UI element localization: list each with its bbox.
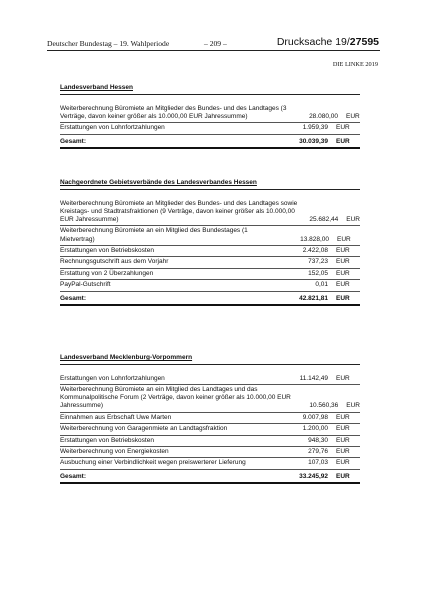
row-amount: 9.007,98 (302, 413, 328, 421)
row-amount: 25.682,44 (309, 216, 339, 223)
row-amount: 0,01 (315, 281, 328, 289)
row-label: Weiterberechnung Büromiete an ein Mitglied des Landtages und das Kommunalpolitische Forum (2 Verträge, davon keiner größer als 10.000,00 EUR Jahressumme) (60, 385, 291, 410)
row-currency: EUR (336, 281, 350, 289)
doc-label: Drucksache (276, 36, 336, 48)
row-currency: EUR (336, 447, 350, 455)
row-currency: EUR (336, 436, 350, 444)
row-currency: EUR (336, 459, 350, 467)
total-currency: EUR (336, 294, 350, 302)
row-label: Weiterberechnung von Garagenmiete an Landtagsfraktion (60, 425, 228, 433)
table-row (60, 269, 360, 280)
total-label: Gesamt: (60, 472, 87, 480)
table-row (60, 257, 360, 268)
section-mecklenburg-vorpommern (60, 354, 360, 484)
table-row (60, 199, 360, 227)
party-line: DIE LINKE 2019 (332, 61, 378, 68)
doc-number: 19/ (335, 36, 350, 48)
row-currency: EUR (346, 402, 360, 410)
row-currency: EUR (336, 413, 350, 421)
row-amount: 28.080,00 (309, 112, 338, 120)
table-row (60, 280, 360, 291)
table-row (60, 413, 360, 424)
row-amount: 107,03 (308, 459, 328, 467)
table-row (60, 458, 360, 469)
doc-suffix: 27595 (349, 36, 379, 48)
total-currency: EUR (336, 472, 350, 480)
row-amount: 2.422,08 (302, 246, 328, 254)
row-amount: 1.200,00 (302, 425, 328, 433)
row-currency: EUR (336, 269, 350, 277)
section-hessen (60, 84, 360, 149)
table-row (60, 436, 360, 447)
row-label: Weiterberechnung Büromiete an Mitglieder des Bundes- und des Landtages (3 Verträge, davon keiner größer als 10.000,00 EUR Jahressumme) (60, 104, 287, 120)
row-label: Ausbuchung einer Verbindlichkeit wegen preiswerterer Lieferung (60, 459, 246, 467)
row-amount: 152,05 (308, 269, 328, 277)
table-row (60, 246, 360, 257)
row-currency: EUR (336, 258, 350, 266)
row-label: Weiterberechnung von Energiekosten (60, 447, 169, 455)
row-currency: EUR (336, 124, 350, 132)
row-label: Erstattungen von Betriebskosten (60, 246, 154, 254)
row-amount: 737,23 (308, 258, 328, 266)
row-label: Weiterberechnung Büromiete an Mitglieder des Bundes- und des Landtages sowie Kreistags- und Stadtratsfraktionen (9 Verträge, davon keiner größer als 10.000,00 EUR Jahressumme) (60, 199, 298, 223)
row-label: Erstattungen von Betriebskosten (60, 436, 154, 444)
row-amount: 13.828,00 (300, 235, 329, 243)
document-number (277, 36, 379, 48)
table-row (60, 385, 360, 413)
total-label: Gesamt: (60, 294, 87, 302)
row-currency: EUR (336, 246, 350, 254)
row-label: Erstattungen von Lohnfortzahlungen (60, 374, 165, 382)
row-currency: EUR (345, 112, 360, 120)
section-title: Landesverband Hessen (60, 84, 360, 95)
table-row (60, 447, 360, 458)
row-label: Erstattungen von Lohnfortzahlungen (60, 124, 165, 132)
table-row (60, 123, 360, 134)
row-label: Rechnungsgutschrift aus dem Vorjahr (60, 258, 169, 266)
row-label: PayPal-Gutschrift (60, 281, 111, 289)
section-hessen-subunits (60, 179, 360, 306)
table-row (60, 374, 360, 385)
section-title: Landesverband Mecklenburg-Vorpommern (60, 354, 360, 365)
row-label: Erstattung von 2 Überzahlungen (60, 269, 154, 277)
total-label: Gesamt: (60, 137, 87, 145)
table-row (60, 104, 360, 124)
row-label: Einnahmen aus Erbschaft Uwe Marten (60, 413, 172, 421)
row-amount: 279,76 (308, 447, 328, 455)
header-left: Deutscher Bundestag – 19. Wahlperiode (47, 39, 170, 48)
row-currency: EUR (346, 216, 360, 223)
row-amount: 948,30 (308, 436, 328, 444)
total-currency: EUR (336, 137, 350, 145)
row-currency: EUR (336, 374, 350, 382)
table-row (60, 424, 360, 435)
row-amount: 11.142,49 (299, 374, 328, 382)
total-row (60, 294, 360, 306)
total-amount: 42.821,81 (299, 294, 328, 302)
row-amount: 10.560,36 (309, 402, 339, 410)
row-currency: EUR (337, 235, 351, 243)
row-label: Weiterberechnung Büromiete an ein Mitglied des Bundestages (1 Mietvertrag) (60, 227, 248, 243)
page-number: – 209 – (204, 39, 227, 48)
total-amount: 30.039,39 (299, 137, 328, 145)
total-amount: 33.245,92 (299, 472, 328, 480)
section-title: Nachgeordnete Gebietsverbände des Landesverbandes Hessen (60, 179, 360, 190)
total-row (60, 137, 360, 149)
row-currency: EUR (336, 425, 350, 433)
header-rule (47, 50, 380, 51)
total-row (60, 472, 360, 484)
table-row (60, 226, 360, 246)
row-amount: 1.959,39 (302, 124, 328, 132)
